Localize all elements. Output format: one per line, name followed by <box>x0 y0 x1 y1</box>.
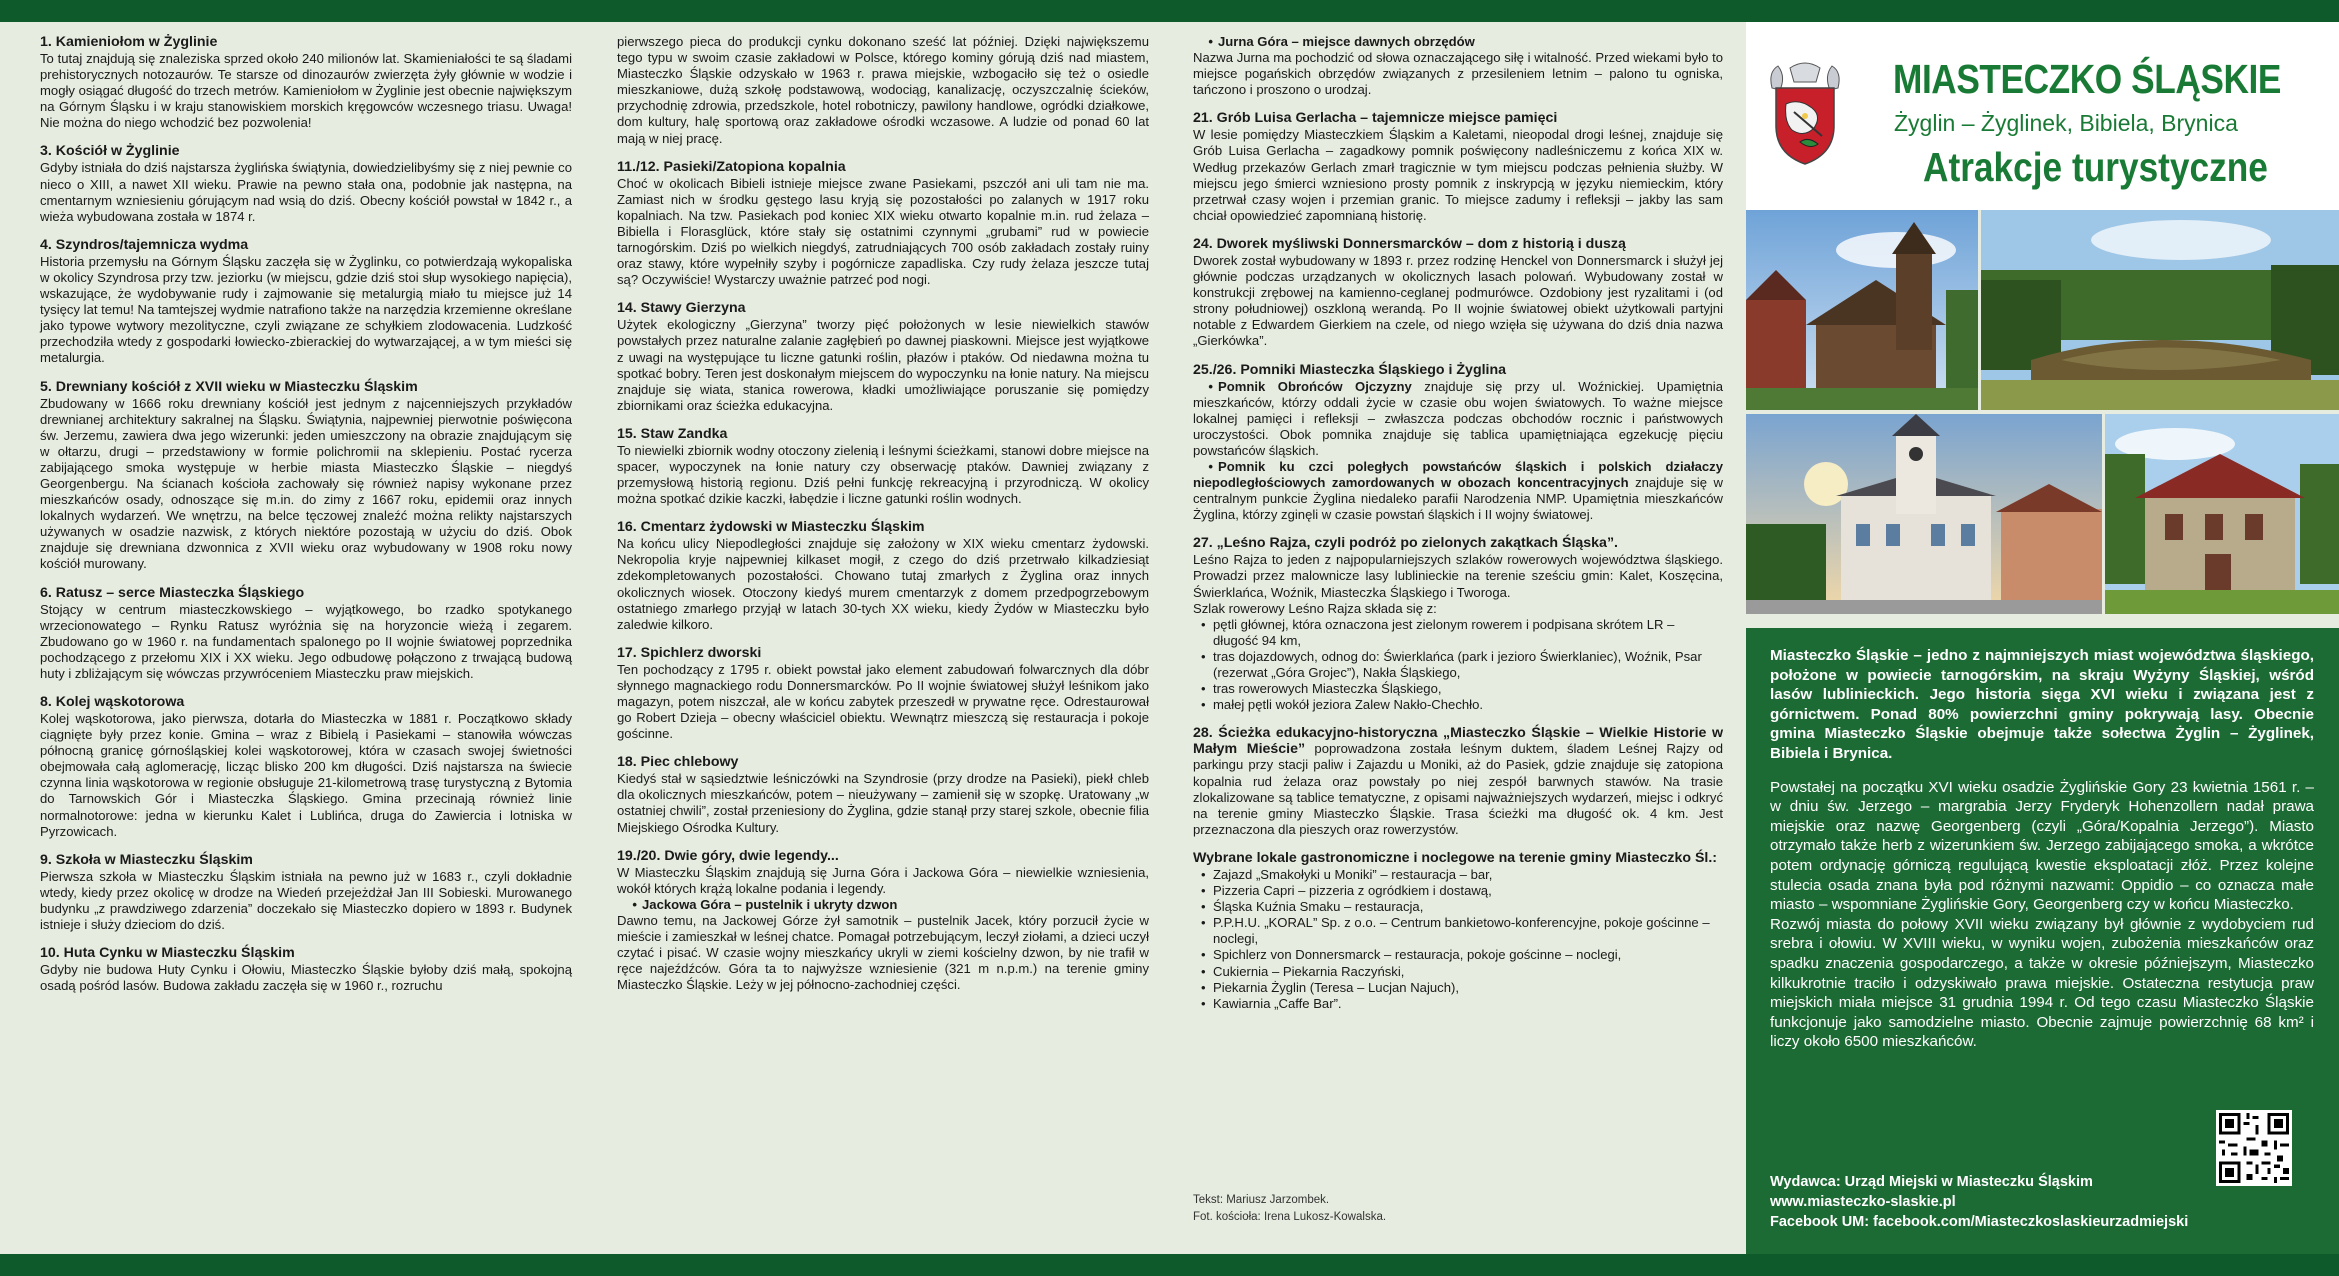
section-text: Na końcu ulicy Niepodległości znajduje się założony w XIX wieku cmentarz żydowski. Nekropolia kryje najpewniej kilkaset mogił, z czego do dziś przetrwało kilkadziesiąt zdekompletowanych pozostałości. Chowano tutaj zmarłych z Żyglina oraz innych okolicznych wiosek. Otoczony kiedyś murem cmentarzyk z domem przedpogrzebowym ostatniego zmarłego przyjął w latach 30-tych XX wieku, kiedy Żydów w Miasteczku było zaledwie kilkoro. <box>617 536 1149 632</box>
section-text: Szlak rowerowy Leśno Rajza składa się z: <box>1193 600 1437 616</box>
paragraph: Rozwój miasta do połowy XVII wieku związany był głównie z wydobyciem rud srebra i ołowiu. W XVIII wieku, w wyniku wojen, zubożenia mieszkańców oraz spadku znaczenia gospodarczego, a także w okresie późniejszym, Miasteczko kilkukrotnie traciło i odzyskiwało prawa miejskie. Ostateczna restytucja praw miejskich miała miejsce 31 grudnia 1994 r. Od tego czasu Miasteczko Śląskie funkcjonuje jako samodzielne miasto. Obecnie zajmuje powierzchnię 68 km² i liczy około 6500 mieszkańców. <box>1770 915 2314 1051</box>
section-grob-gerlacha <box>1193 110 1723 224</box>
section-jurna-gora <box>1193 34 1723 98</box>
section-title: 24. Dworek myśliwski Donnersmarcków – dom z historią i duszą <box>1193 235 1626 252</box>
section-text: pierwszego pieca do produkcji cynku dokonano sześć lat później. Dzięki największemu tego typu w swoim czasie zakładowi w Polsce, którego kominy górują dziś nad miastem, Miasteczko Śląskie odzyskało w 1963 r. prawa miejskie, wzbogaciło się też o osiedle mieszkaniowe, dużą szkołę podstawową, wodociąg, kanalizację, oczyszczalnię ścieków, przychodnię zdrowia, przedszkole, hotel robotniczy, pawilony handlowe, ogródki działkowe, dom kultury, halę sportową oraz zakładowe ośrodki wczasowe. A ludzie od ponad 60 lat mają w niej pracę. <box>617 34 1149 146</box>
section-text: 28. Ścieżka edukacyjno-historyczna „Miasteczko Śląskie – Wielkie Historie w Małym Mieście” poprowadzona została leśnym duktem, śladem Leśnej Rajzy od parkingu przy stacji paliw i Zajazdu u Moniki, aż do Pasiek, gdzie znajduje się zatopiona kopalnia rud żelaza oraz powstały po niej zespół barwnych stawów. Na trasie zlokalizowane są tablice tematyczne, z opisami najważniejszych wydarzeń, miejsc i odkryć na terenie gminy Miasteczko Śląskie. Trasa ścieżki ma długość ok. 4 km. Jest przeznaczona dla pieszych oraz rowerzystów. <box>1193 725 1723 837</box>
section-huta <box>40 945 572 994</box>
section-text: Gdyby nie budowa Huty Cynku i Ołowiu, Miasteczko Śląskie byłoby dziś małą, spokojną osadą pośród lasów. Budowa zakładu zaczęła się w 1960 r., rozruchu <box>40 962 572 994</box>
list-item: • tras rowerowych Miasteczka Śląskiego, <box>1213 681 1723 697</box>
section-text: Pierwsza szkoła w Miasteczku Śląskim istniała na pewno już w 1683 r., czyli dokładnie wtedy, kiedy przez okolicę w drodze na Wiedeń przejeżdżał Jan III Sobieski. Murowanego budynku „z prawdziwego zdarzenia” doczekało się Miasteczko dopiero w 1893 r. Budynek istnieje i służy dzieciom do dziś. <box>40 868 572 933</box>
section-title: 3. Kościół w Żyglinie <box>40 143 180 160</box>
list-item: • tras dojazdowych, odnog do: Świerklańca (park i jezioro Świerklaniec), Woźnik, Psar (rezerwat „Góra Grojec”), Nakła Śląskiego, <box>1213 649 1723 681</box>
paragraph: Powstałej na początku XVI wieku osadzie Żyglińskie Gory 23 kwietnia 1561 r. – w dniu św. Jerzego – margrabia Jerzy Fryderyk Hohenzollern nadał prawa miejskie oraz nazwę Georgenberg (czyli „Góra/Kopalnia Jerzego”). Miasto otrzymało także herb z wizerunkiem św. Jerzego zabijającego smoka, a wkrótce potem ordynację górniczą regulującą kwestie eksploatacji złóż. Przez kolejne stulecia osada znana była pod różnymi nazwami: Oppidio – co oznacza małe miasto – wspomniane Żyglińskie Gory, Georgenberg czy w końcu Miasteczko. <box>1770 778 2314 914</box>
section-title: 6. Ratusz – serce Miasteczka Śląskiego <box>40 584 305 601</box>
brochure-title: MIASTECZKO ŚLĄSKIE <box>1893 56 2281 102</box>
bullet-icon: • <box>1208 458 1213 474</box>
section-text: Kolej wąskotorowa, jako pierwsza, dotarła do Miasteczka w 1881 r. Początkowo składy ciągnięte były przez konie. Gmina – wraz z Bibielą i Pasiekami – stanowiła wówczas północną granicę górnośląskiej kolei wąskotorowej, która w czasach swojej świetności obejmowała całą aglomerację, licząc blisko 200 km długości. Dziś najstarsza na świecie czynna linia wąskotorowa w regionie obsługuje 21-kilometrową trasę turystyczną z Bytomia do Tarnowskich Gór i Miasteczka Śląskiego. Gmina przecinają również linie normalnotorowe: jedna w kierunku Kalet i Lublińca, druga do Zawiercia i lotniska w Pyrzowicach. <box>40 711 572 839</box>
section-text: W lesie pomiędzy Miasteczkiem Śląskim a Kaletami, nieopodal drogi leśnej, znajduje się Grób Luisa Gerlacha – zagadkowy pomnik poświęcony nadleśniczemu z końca XIX w. Według przekazów Gerlach zmarł tragicznie w tym miejscu podczas pełnienia służby. W miejscu jego śmierci wzniesiono prosty pomnik z inskrypcją w języku niemieckim, który przetrwał czasy wojen i przemian granic. To miejsce zadumy i refleksji – jakby las sam chciał opowiedzieć zapomnianą historię. <box>1193 127 1723 223</box>
section-drewniany-kosciol <box>40 379 572 573</box>
section-title: 11./12. Pasieki/Zatopiona kopalnia <box>617 158 846 175</box>
list-item: • Zajazd „Smakołyki u Moniki” – restauracja – bar, <box>1213 867 1723 883</box>
section-text: • Pomnik ku czci poległych powstańców śląskich i polskich działaczy niepodległościowych zamordowanych w obozach koncentracyjnych znajduje się w centralnym punkcie Żyglina niedaleko parafii Narodzenia NMP. Upamiętnia mieszkańców Żyglina, którzy zginęli w czasie powstań śląskich i II wojny światowej. <box>1193 458 1723 523</box>
credits <box>1193 1192 1386 1226</box>
info-panel <box>1746 628 2339 1254</box>
section-title: 15. Staw Zandka <box>617 425 728 442</box>
coat-of-arms-icon <box>1764 58 1846 168</box>
section-text: Nazwa Jurna ma pochodzić od słowa oznaczającego siłę i witalność. Przed wiekami było to miejsce pogańskich obrzędów związanych z przesileniem letnim – palono tu ogniska, tańczono i proszono o urodzaj. <box>1193 50 1723 98</box>
section-text: Stojący w centrum miasteczkowskiego – wyjątkowego, bo rzadko spotykanego wrzecionowatego – Rynku Ratusz wyróżnia się na horyzoncie wieżą i zegarem. Zbudowano go w 1960 r. na fundamentach spalonego po II wojnie światowej poprzednika pochodzącego z przełomu XIX i XX wieku. Jego odbudowę połączono z trwającą budową huty i zbliżającym się wówczas przywróceniem Miasteczku praw miejskich. <box>40 601 572 681</box>
section-text: Zbudowany w 1666 roku drewniany kościół jest jednym z najcenniejszych przykładów drewnianej architektury sakralnej na Śląsku. Świątynia, najpewniej pierwotnie poświęcona św. Jerzemu, zawiera dwa jego wizerunki: jeden umieszczony na obrazie znajdującym się w ołtarzu, drugi – przedstawiony w formie polichromii na sklepieniu. Postać rycerza zabijającego smoka występuje w herbie miasta Miasteczko Śląskie – niegdyś Georgenbergu. Na ścianach kościoła zachowały się również napisy wykonane przez mieszkańców osady, odnoszące się m.in. do zimy z 1667 roku, epidemii oraz innych lokalnych wydarzeń. We wnętrzu, na belce tęczowej znaleźć można relikty najstarszych używanych w osadzie nazwisk, z których niektóre pozostają w użyciu do dziś. Obok znajduje się drewniana dzwonnica z XVII wieku oraz wybudowany w 1908 roku nowy kościół murowany. <box>40 395 572 572</box>
section-title: 27. „Leśno Rajza, czyli podróż po zielonych zakątkach Śląska”. <box>1193 535 1618 552</box>
list-item: • Cukiernia – Piekarnia Raczyński, <box>1213 964 1723 980</box>
section-text: Gdyby istniała do dziś najstarsza żyglińska świątynia, dowiedzielibyśmy się z niej pewnie co nieco o XIII, a nawet XII wieku. Prawie na pewno stała ona, podobnie jak następna, na cmentarnym wzniesieniu górującym nad wsią do dziś. Obecny kościół powstał w 1842 r., a wieża wybudowana została w 1874 r. <box>40 160 572 224</box>
section-title: 19./20. Dwie góry, dwie legendy... <box>617 847 839 864</box>
facebook-link[interactable]: Facebook UM: facebook.com/Miasteczkoslaskieurzadmiejski <box>1770 1214 2189 1230</box>
section-huta-cont <box>617 34 1149 147</box>
column-1 <box>40 34 572 1006</box>
section-text: Kiedyś stał w sąsiedztwie leśniczówki na Szyndrosie (przy drodze na Pasieki), piekł chleb dla okolicznych mieszkańców, potem – nieużywany – zamienił się w szopkę. Uratowany „w ostatniej chwili”, został przeniesiony do Żyglina, gdzie stanął przy starej szkole, obecnie filia Miejskiego Ośrodka Kultury. <box>617 771 1149 835</box>
list-item: • Kawiarnia „Caffe Bar”. <box>1213 996 1723 1012</box>
section-title: 25./26. Pomniki Miasteczka Śląskiego i Żyglina <box>1193 361 1507 378</box>
photo-granary <box>2105 414 2339 614</box>
bullet-icon: • <box>1208 378 1213 394</box>
section-title: 16. Cmentarz żydowski w Miasteczku Śląskim <box>617 519 925 536</box>
section-title: 21. Grób Luisa Gerlacha – tajemnicze miejsce pamięci <box>1193 110 1558 127</box>
section-text: To niewielki zbiornik wodny otoczony zielenią i leśnymi ścieżkami, stanowi dobre miejsce na spacer, wypoczynek na łonie natury czy obserwację ptaków. Dawniej związany z przemysłową historią regionu. Dziś pełni funkcję rekreacyjną i przyrodniczą. W okolicy można spotkać dzikie kaczki, łabędzie i liczne gatunki roślin wodnych. <box>617 442 1149 507</box>
publisher-info <box>1770 1172 2188 1232</box>
section-title: 4. Szyndros/tajemnicza wydma <box>40 236 249 253</box>
list-item: • Piekarnia Żyglin (Teresa – Lucjan Najuch), <box>1213 980 1723 996</box>
photo-wooden-church <box>1746 210 1978 410</box>
column-3 <box>1193 34 1723 1024</box>
section-title: 10. Huta Cynku w Miasteczku Śląskim <box>40 945 295 962</box>
section-piec <box>617 754 1149 835</box>
list-item: • małej pętli wokół jeziora Zalew Nakło-Chechło. <box>1213 697 1723 713</box>
section-text: Leśno Rajza to jeden z najpopularniejszych szlaków rowerowych województwa śląskiego. Prowadzi przez malownicze lasy lublinieckie na terenie sześciu gmin: Kalet, Koszęcina, Świerklańca, Woźnik, Miasteczka Śląskiego i Tworoga. <box>1193 552 1723 600</box>
qr-code-icon[interactable] <box>2216 1110 2292 1186</box>
list-item: • P.P.H.U. „KORAL” Sp. z o.o. – Centrum bankietowo-konferencyjne, pokoje gościnne – noclegi, <box>1213 915 1723 947</box>
section-title: 14. Stawy Gierzyna <box>617 300 746 317</box>
section-kolej <box>40 694 572 840</box>
section-text: Choć w okolicach Bibieli istnieje miejsce zwane Pasiekami, pszczół ani uli tam nie ma. Zamiast nich w środku gęstego lasu kryją się pozostałości po zalanych w 1917 roku kopalniach. Na tzw. Pasiekach pod koniec XIX wieku otwarto kopalnie m.in. rud żelaza – Bibiella i Florasglück, które stały się ostatnimi czynnymi „grubami” rud w powiecie tarnogórskim. Dziś po wielkich niegdyś, zatrudniających 700 osób zakładach zostały ruiny oraz stawy, które wypełniły szyby i pogórnicze zapadliska. Czy rudy żelaza jeszcze tutaj są? Oczywiście! Wystarczy uważnie patrzeć pod nogi. <box>617 175 1149 288</box>
section-sciezka <box>1193 725 1723 838</box>
column-2 <box>617 34 1149 993</box>
section-spichlerz <box>617 645 1149 742</box>
section-title: 5. Drewniany kościół z XVII wieku w Miasteczku Śląskim <box>40 378 418 395</box>
section-pasieki <box>617 159 1149 289</box>
jackowa-gora-heading: • Jackowa Góra – pustelnik i ukryty dzwon <box>617 897 1149 913</box>
route-list <box>1193 617 1723 714</box>
list-item: • Pizzeria Capri – pizzeria z ogródkiem i dostawą, <box>1213 883 1723 899</box>
section-stawy-gierzyna <box>617 300 1149 414</box>
photo-town-hall <box>1746 414 2102 614</box>
section-cmentarz <box>617 519 1149 633</box>
section-dwie-gory <box>617 848 1149 994</box>
section-ratusz <box>40 585 572 682</box>
section-title: 17. Spichlerz dworski <box>617 644 762 661</box>
section-title: 18. Piec chlebowy <box>617 754 739 771</box>
website-link[interactable]: www.miasteczko-slaskie.pl <box>1770 1194 1956 1210</box>
section-title: 1. Kamieniołom w Żyglinie <box>40 34 218 50</box>
credit-text: Tekst: Mariusz Jarzombek. <box>1193 1194 1330 1206</box>
list-item: • Spichlerz von Donnersmarck – restauracja, pokoje gościnne – noclegi, <box>1213 947 1723 963</box>
brochure-heading: Atrakcje turystyczne <box>1923 144 2268 190</box>
section-text: W Miasteczku Śląskim znajdują się Jurna Góra i Jackowa Góra – niewielkie wzniesienia, wokół których krążą lokalne podania i legendy. <box>617 864 1149 896</box>
section-lesno-rajza <box>1193 535 1723 713</box>
publisher: Wydawca: Urząd Miejski w Miasteczku Śląskim <box>1770 1174 2093 1190</box>
section-text: Dawno temu, na Jackowej Górze żył samotnik – pustelnik Jacek, który porzucił życie w mieście i zamieszkał w leśnej chatce. Pomagał potrzebującym, leczył ziołami, a dzieci uczył czytać i pisać. W czasie wojny mieszkańcy ukryli w ziemi kościelny dzwon, by nie trafił w ręce najeźdźców. Góra ta to najwyższe wzniesienie (321 m n.p.m.) na terenie gminy Miasteczko Śląskie. Leży w jej północno-zachodniej części. <box>617 912 1149 993</box>
top-border <box>0 0 2339 22</box>
brochure-subtitle: Żyglin – Żyglinek, Bibiela, Brynica <box>1894 110 2238 136</box>
jurna-gora-heading: • Jurna Góra – miejsce dawnych obrzędów <box>1193 34 1723 50</box>
section-text: • Pomnik Obrońców Ojczyzny znajduje się przy ul. Woźnickiej. Upamiętnia mieszkańców, którzy oddali życie w czasie obu wojen światowych. To ważne miejsce lokalnej pamięci i refleksji – zwłaszcza podczas obchodów rocznic i państwowych uroczystości. Obok pomnika znajduje się tablica upamiętniająca egzekucję pięciu powstańców śląskich. <box>1193 378 1724 458</box>
bullet-icon: • <box>1208 34 1213 49</box>
section-text: Użytek ekologiczny „Gierzyna” tworzy pięć położonych w lesie niewielkich stawów powstałych przez naturalne zalanie zagłębień po dawnej piaskowni. Miejsce jest wyjątkowe z uwagi na występujące tu liczne gatunki roślin, płazów i ptaków. Od niedawna można tu spotkać bobry. Teren jest doskonałym miejscem do wypoczynku na łonie natury. Na miejscu znajduje się wiata, stanica rowerowa, kładki umożliwiające poruszanie się pomiędzy zbiornikami oraz ścieżka edukacyjna. <box>617 317 1149 413</box>
section-title: Wybrane lokale gastronomiczne i noclegowe na terenie gminy Miasteczko Śl.: <box>1193 849 1718 866</box>
section-text: To tutaj znajdują się znaleziska sprzed około 240 milionów lat. Skamieniałości te są śladami prehistorycznych notozaurów. Te starsze od dinozaurów zwierzęta żyły głównie w wodzie i mogły osiągać długość do trzech metrów. Kamieniołom w Żyglinie jest obecnie największym na Górnym Śląsku i w kraju stanowiskiem morskich kręgowców wczesnego triasu. Uwaga! Nie można do niego wchodzić bez pozwolenia! <box>40 51 572 131</box>
section-gastronomia <box>1193 850 1723 1012</box>
brochure-header <box>1746 22 2339 210</box>
section-title: 9. Szkoła w Miasteczku Śląskim <box>40 851 253 868</box>
photo-ponds <box>1981 210 2339 410</box>
section-kamieniolom <box>40 34 572 131</box>
bottom-border <box>0 1254 2339 1276</box>
section-text: Ten pochodzący z 1795 r. obiekt powstał jako element zabudowań folwarcznych dla dóbr słynnego magnackiego rodu Donnersmarcków. Po II wojnie światowej służył leśnikom jako magazyn, potem niszczał, ale w końcu zabytek przeszedł w prywatne ręce. Odrestaurował go Robert Dzieja – obecny właściciel obiektu. Wewnątrz mieszczą się restauracja i pokoje gościnne. <box>617 661 1149 742</box>
section-pomniki <box>1193 362 1723 524</box>
section-szyndros <box>40 237 572 367</box>
bullet-icon: • <box>632 896 637 912</box>
section-text: Dworek został wybudowany w 1893 r. przez rodzinę Henckel von Donnersmarck i służył jej głównie podczas urządzanych w okolicznych lasach polowań. Wybudowany został w konstrukcji zrębowej na kamienno-ceglanej podmurówce. Ozdobiony jest ryzalitami i (od strony południowej) oszkloną werandą. Po II wojnie światowej obiekt użytkowali partyjni notable z Edwardem Gierkiem na czele, od niego wzięła się używana do dziś dnia nazwa „Gierkówka”. <box>1193 252 1723 349</box>
section-kosciol-zyglin <box>40 143 572 224</box>
intro-lead: Miasteczko Śląskie – jedno z najmniejszych miast województwa śląskiego, położone w powiecie tarnogórskim, na skraju Wyżyny Śląskiej, wśród lasów lublinieckich. Jego historia sięga XVI wieku i związana jest z górnictwem. Ponad 80% powierzchni gminy pokrywają lasy. Obecnie gmina Miasteczko Śląskie obejmuje także sołectwa Żyglin – Żyglinek, Bibiela i Brynica. <box>1770 647 2314 762</box>
section-dworek <box>1193 236 1723 350</box>
section-szkola <box>40 852 572 933</box>
section-staw-zandka <box>617 426 1149 507</box>
list-item: • pętli głównej, która oznaczona jest zielonym rowerem i podpisana skrótem LR – długość 94 km, <box>1213 617 1723 649</box>
list-item: • Śląska Kuźnia Smaku – restauracja, <box>1213 899 1723 915</box>
section-title: 8. Kolej wąskotorowa <box>40 694 185 710</box>
intro-text <box>1770 778 2314 1052</box>
credit-photo: Fot. kościoła: Irena Lukosz-Kowalska. <box>1193 1211 1387 1223</box>
venue-list <box>1193 867 1723 1012</box>
section-text: Historia przemysłu na Górnym Śląsku zaczęła się w Żyglinku, co potwierdzają wykopaliska w okolicy Szyndrosa przy tzw. jeziorku (w miejscu, gdzie dziś stoi słup wysokiego napięcia), wskazujące, że wydobywanie rudy i zajmowanie się metalurgią miało tu miejsce już 14 tysięcy lat temu! Na tamtejszej wydmie natrafiono także na narzędzia krzemienne określane jako typowe wytwory mezolityczne, czyli związane ze schyłkiem zlodowacenia. Ludzkość przechodziła wtedy z gospodarki łowiecko-zbierackiej do wytwarzającej, a w tym mieści się metalurgia. <box>40 253 572 366</box>
